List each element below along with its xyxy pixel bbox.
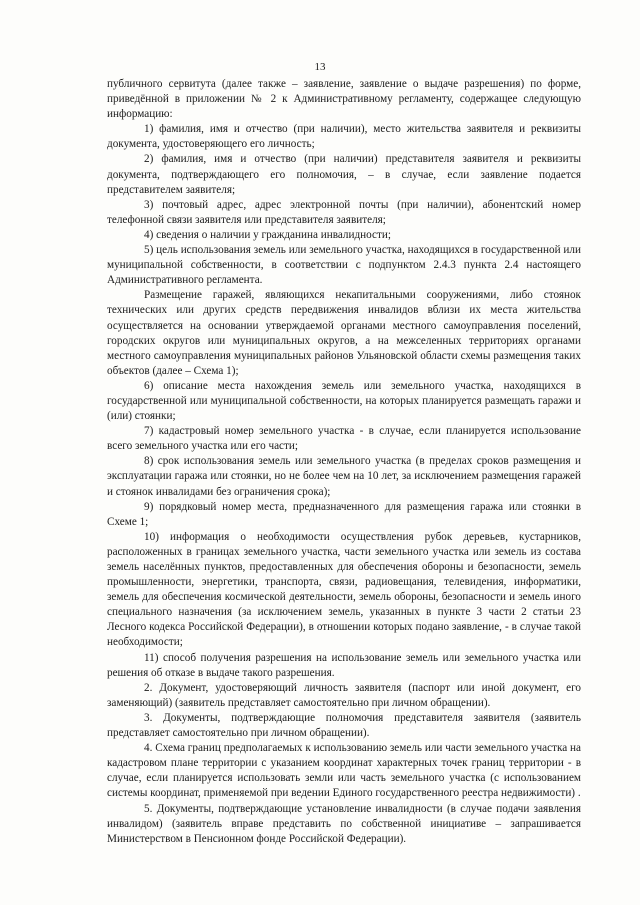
page-number: 13 xyxy=(314,61,326,73)
paragraph: Размещение гаражей, являющихся некапитальными сооружениями, либо стоянок технических или других средств передвижения инвалидов вблизи их места жительства осуществляется на основании утверждаемой органами местного самоуправления поселений, городских округов или муниципальных округов, а на межселенных территориях органами местного самоуправления муниципальных районов Ульяновской области схемы размещения таких объектов (далее – Схема 1); xyxy=(107,289,581,377)
paragraph: 1) фамилия, имя и отчество (при наличии), место жительства заявителя и реквизиты документа, удостоверяющего его личность; xyxy=(107,123,581,151)
paragraph: 5. Документы, подтверждающие установление инвалидности (в случае подачи заявления инвалидом) (заявитель вправе представить по собственной инициативе – запрашивается Министерством в Пенсионном фонде Российской Федерации). xyxy=(107,802,581,845)
paragraph: 5) цель использования земель или земельного участка, находящихся в государственной или муниципальной собственности, в соответствии с подпунктом 2.4.3 пункта 2.4 настоящего Административного регламента. xyxy=(107,244,581,287)
paragraph: 8) срок использования земель или земельного участка (в пределах сроков размещения и эксплуатации гаража или стоянки, но не более чем на 10 лет, за исключением размещения гаражей и стоянок инвалидами без ограничения срока); xyxy=(107,455,581,498)
paragraph: 4) сведения о наличии у гражданина инвалидности; xyxy=(144,228,391,241)
paragraph: 7) кадастровый номер земельного участка - в случае, если планируется использование всего земельного участка или его части; xyxy=(107,425,581,453)
paragraph: 2. Документ, удостоверяющий личность заявителя (паспорт или иной документ, его заменяющий) (заявитель представляет самостоятельно при личном обращении). xyxy=(107,681,581,709)
paragraph: 10) информация о необходимости осуществления рубок деревьев, кустарников, расположенных в границах земельного участка, части земельного участка или земель из состава земель населённых пунктов, предоставленных для обеспечения обороны и безопасности, земель промышленности, энергетики, транспорта, связи, радиовещания, телевидения, информатики, земель для обеспечения космической деятельности, земель обороны, безопасности и земель иного специального назначения (за исключением земель, указанных в пункте 3 части 2 статьи 23 Лесного кодекса Российской Федерации), в отношении которых подано заявление, - в случае такой необходимости; xyxy=(107,530,581,649)
document-body xyxy=(107,77,581,847)
paragraph: 11) способ получения разрешения на использование земель или земельного участка или решения об отказе в выдаче такого разрешения. xyxy=(107,651,581,679)
paragraph: публичного сервитута (далее также – заявление, заявление о выдаче разрешения) по форме, приведённой в приложении № 2 к Административному регламенту, содержащее следующую информацию: xyxy=(107,78,581,121)
paragraph: 4. Схема границ предполагаемых к использованию земель или части земельного участка на кадастровом плане территории с указанием координат характерных точек границ территории - в случае, если планируется использовать земли или часть земельного участка (с использованием системы координат, применяемой при ведении Единого государственного реестра недвижимости) . xyxy=(107,742,581,800)
paragraph: 6) описание места нахождения земель или земельного участка, находящихся в государственной или муниципальной собственности, на которых планируется размещать гаражи и (или) стоянки; xyxy=(107,379,581,423)
paragraph: 3. Документы, подтверждающие полномочия представителя заявителя (заявитель представляет самостоятельно при личном обращении). xyxy=(107,711,581,740)
paragraph: 3) почтовый адрес, адрес электронной почты (при наличии), абонентский номер телефонной связи заявителя или представителя заявителя; xyxy=(107,198,581,226)
paragraph: 2) фамилия, имя и отчество (при наличии) представителя заявителя и реквизиты документа, подтверждающего его полномочия, – в случае, если заявление подается представителем заявителя; xyxy=(107,153,581,196)
paragraph: 9) порядковый номер места, предназначенного для размещения гаража или стоянки в Схеме 1; xyxy=(107,500,581,528)
